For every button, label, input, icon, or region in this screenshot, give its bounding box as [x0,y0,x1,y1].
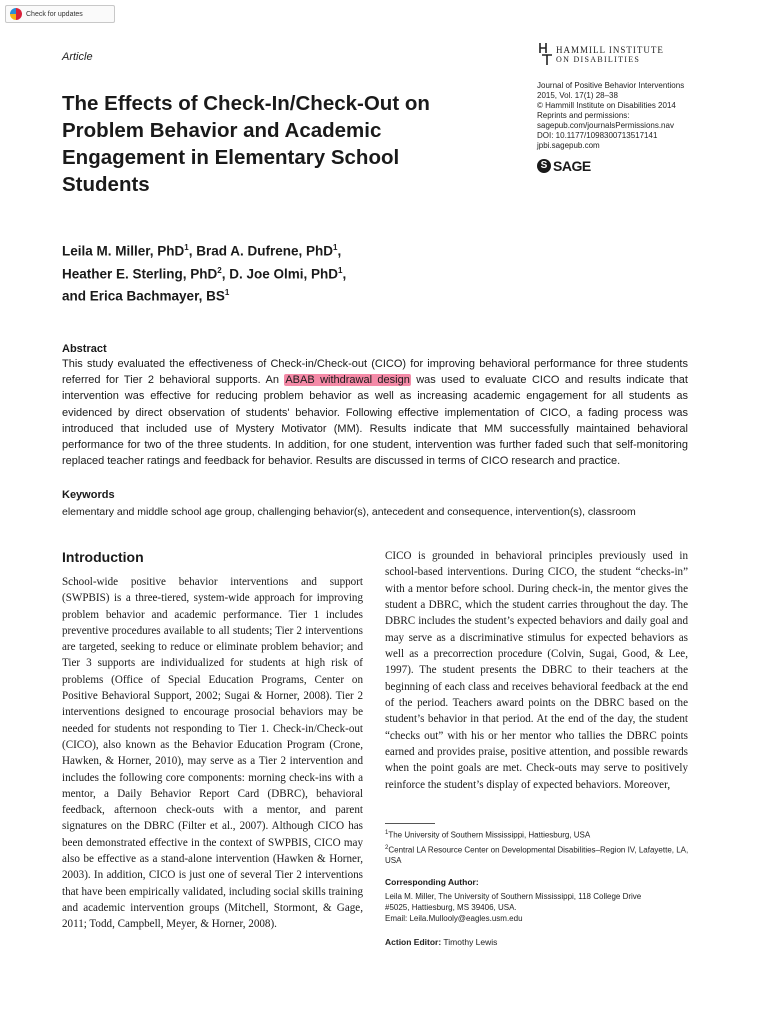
publisher-name-line2: ON DISABILITIES [556,55,641,64]
abstract-text-part: was used to evaluate CICO and results indicate that intervention was effective for reducing problem behavior as well as increasing academic engagement for all students as evidenced by direct observation of students' behavior. Following effective implementation of CICO, a fading process was introduced that included use of Mystery Motivator (MM). Results indicate that MM successfully maintained behavioral performance for two of the three students. In addition, for one student, intervention was further faded such that self-monitoring replaced teacher ratings and feedback for behavior. Results are discussed in terms of CICO research and practice. [62,374,688,468]
journal-info-line: Journal of Positive Behavior Interventions [537,81,685,90]
affiliation-number: 1 [385,830,389,836]
publisher-name-line1: HAMMILL INSTITUTE [556,45,664,55]
journal-info-line: 2015, Vol. 17(1) 28–38 [537,91,618,100]
affiliation-item [385,843,695,867]
author-name: D. Joe Olmi, PhD [229,266,339,281]
journal-info-line[interactable]: sagepub.com/journalsPermissions.nav [537,121,674,130]
corresponding-author-details [385,891,705,924]
check-for-updates-badge[interactable] [5,5,115,23]
action-editor-name: Timothy Lewis [441,937,498,947]
introduction-paragraph-1: School-wide positive behavior interventions and support (SWPBIS) is a three-tiered, system-wide approach for improving problem behavior and academic performance. Tier 1 includes preventive procedures available to all students; Tier 2 interventions are targeted, seeking to reduce or eliminate problem behavior; and Tier 3 supports are individualized for students at high risk of problems (Office of Special Education Programs, Center on Positive Behavioral Support, 2002; Sugai & Horner, 2008). Tier 2 interventions designed to encourage prosocial behaviors may be needed for students not responding to Tier 1. Check-in/Check-out (CICO), also known as the Behavior Education Program (Crone, Hawken, & Horner, 2010), may serve as a Tier 2 intervention and includes the following core components: morning check-ins with a mentor, a Daily Behavior Report Card (DBRC), behavioral feedback, afternoon check-outs with a mentor, and parent signatures on the DBRC (Filter et al., 2007). Although CICO has been demonstrated effective in the context of SWPBIS, CICO may also be effective as a stand-alone intervention (Hawken & Horner, 2003). In addition, CICO is just one of several Tier 2 interventions that have been empirically validated, including social skills training and academic intervention groups (Mitchell, Stormont, & Gage, 2011; Todd, Campbell, Meyer, & Horner, 2008). [62,576,363,931]
article-type-label: Article [62,51,93,63]
journal-info-line: © Hammill Institute on Disabilities 2014 [537,101,676,110]
author-name: Leila M. Miller, PhD [62,243,185,259]
affiliation-marker: 1 [224,288,230,297]
publisher-logo [538,42,678,66]
corresponding-line: Leila M. Miller, The University of Southern Mississippi, 118 College Drive [385,892,642,901]
corresponding-line: #5025, Hattiesburg, MS 39406, USA. [385,903,517,912]
footnote-divider [385,823,435,824]
journal-info-line[interactable]: DOI: 10.1177/1098300713517141 [537,131,658,140]
author-separator: , [188,243,197,259]
author-list [62,238,462,306]
sage-logo-text: SAGE [553,158,591,174]
author-name: and Erica Bachmayer, BS [62,288,225,304]
author-separator: , [337,243,342,259]
affiliation-number: 2 [385,844,389,851]
journal-info-line: Reprints and permissions: [537,111,630,120]
abstract-text [62,356,688,469]
introduction-paragraph-2: CICO is grounded in behavioral principles previously used in school-based interventions. During CICO, the student “checks-in” with a mentor before school. During check-in, the mentor gives the student a DBRC, which the student carries throughout the day. The DBRC includes the student’s expected behaviors and daily goal and may serve as a discriminative stimulus for expected behaviors as well as a precorrection procedure (Colvin, Sugai, Good, & Lee, 1997). The student presents the DBRC to their teachers at the beginning of each class and receives behavioral feedback at the end of the period. Teachers award points on the DBRC based on the student’s behavior in that period. At the end of the day, the student “checks out” with his or her mentor who tallies the DBRC points earned and provides praise, positive attention, and possible rewards when the point goals are met. Check-outs may serve to positively reinforce the student’s display of expected behaviors. Moreover, [385,550,688,791]
keywords-heading: Keywords [62,489,115,501]
highlighted-phrase[interactable]: ABAB withdrawal design [285,374,410,387]
abstract-heading: Abstract [62,343,107,355]
affiliation-text: The University of Southern Mississippi, Hattiesburg, USA [388,830,591,840]
check-for-updates-label: Check for updates [26,10,83,18]
author-name: Brad A. Dufrene, PhD [196,243,334,259]
abstract-text-part: This study evaluated the effectiveness of Check-in/Check-out (CICO) for improving behavioral performance for three students referred for Tier 2 behavioral supports. An [62,358,688,387]
action-editor [385,937,497,947]
affiliation-marker: 1 [184,243,189,252]
author-separator: , [221,266,230,281]
keywords-list: elementary and middle school age group, challenging behavior(s), antecedent and consequence, intervention(s), classroom [62,506,636,518]
affiliation-marker: 2 [217,265,222,275]
author-name: Heather E. Sterling, PhD [62,266,218,281]
corresponding-author-heading: Corresponding Author: [385,877,479,887]
affiliation-marker: 1 [338,265,343,275]
journal-info-line[interactable]: jpbi.sagepub.com [537,141,600,150]
journal-info [537,81,737,151]
action-editor-label: Action Editor: [385,937,442,947]
affiliation-item [385,828,695,841]
author-separator: , [342,266,347,281]
paper-title: The Effects of Check-In/Check-Out on Problem Behavior and Academic Engagement in Elementary School Students [62,92,430,196]
affiliation-text: Central LA Resource Center on Developmental Disabilities–Region IV, Lafayette, LA, USA [385,845,689,866]
corresponding-email[interactable]: Email: Leila.Mullooly@eagles.usm.edu [385,914,523,923]
introduction-heading: Introduction [62,549,144,565]
crossmark-icon [10,8,22,20]
affiliations [385,828,695,868]
sage-logo [537,158,591,174]
hammill-logo-icon [538,42,554,66]
affiliation-marker: 1 [333,243,338,252]
sage-logo-icon: S [537,159,551,173]
